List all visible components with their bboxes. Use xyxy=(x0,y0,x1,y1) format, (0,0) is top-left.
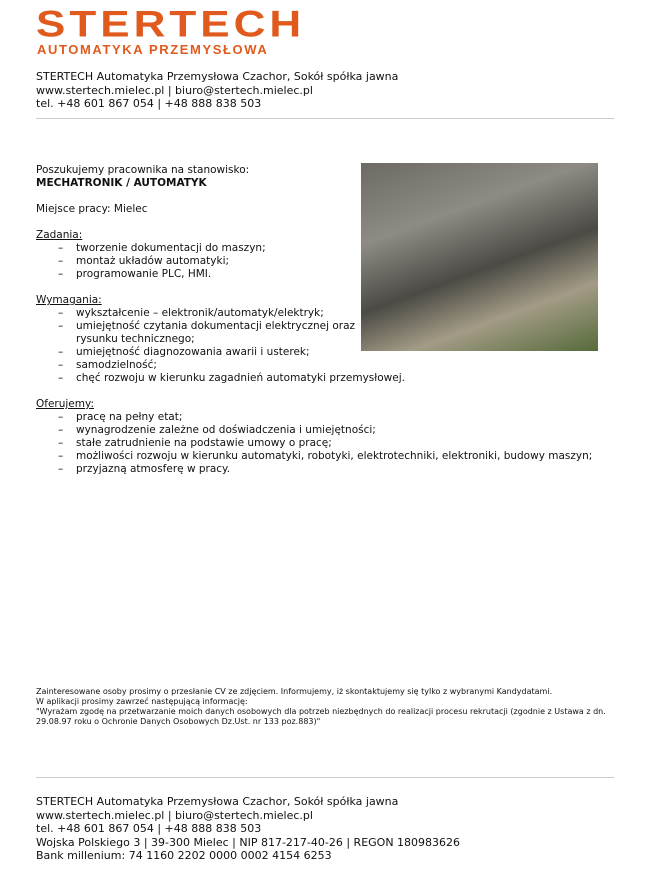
tasks-title: Zadania: xyxy=(36,229,83,241)
list-item: – programowanie PLC, HMI. xyxy=(36,268,596,281)
list-item: – pracę na pełny etat; xyxy=(36,411,596,424)
phone: tel. +48 601 867 054 | +48 888 838 503 xyxy=(36,822,262,835)
job-offer xyxy=(36,164,596,476)
list-item: – tworzenie dokumentacji do maszyn; xyxy=(36,242,596,255)
notice-line: W aplikacji prosimy zawrzeć następującą informację: xyxy=(36,697,248,706)
location: Miejsce pracy: Mielec xyxy=(36,203,148,215)
list-item: – umiejętność diagnozowania awarii i usterek; xyxy=(36,346,356,359)
position-title: MECHATRONIK / AUTOMATYK xyxy=(36,177,207,189)
web-email: www.stertech.mielec.pl | biuro@stertech.mielec.pl xyxy=(36,808,313,822)
divider xyxy=(36,118,614,119)
notice-line: Zainteresowane osoby prosimy o przesłanie CV ze zdjęciem. Informujemy, iż skontaktujemy się tylko z wybranymi Kandydatami. xyxy=(36,687,553,696)
list-item: – chęć rozwoju w kierunku zagadnień automatyki przemysłowej. xyxy=(36,372,476,385)
list-item: – montaż układów automatyki; xyxy=(36,255,596,268)
consent-clause: "Wyrażam zgodę na przetwarzanie moich danych osobowych dla potrzeb niezbędnych do realizacji procesu rekrutacji (zgodnie z Ustawa z dn. 29.08.97 roku o Ochronie Danych Osobowych Dz.Ust. nr 133 poz.883)" xyxy=(36,707,606,726)
tasks-list xyxy=(36,242,596,281)
application-notice xyxy=(36,687,606,727)
divider xyxy=(36,777,614,778)
list-item: – umiejętność czytania dokumentacji elektrycznej oraz rysunku technicznego; xyxy=(36,320,356,346)
header-contact xyxy=(36,70,398,111)
company-name: STERTECH Automatyka Przemysłowa Czachor, Sokół spółka jawna xyxy=(36,795,399,808)
list-item: – stałe zatrudnienie na podstawie umowy o pracę; xyxy=(36,437,596,450)
list-item: – samodzielność; xyxy=(36,359,356,372)
address: Wojska Polskiego 3 | 39-300 Mielec | NIP 817-217-40-26 | REGON 180983626 xyxy=(36,835,461,849)
list-item: – wynagrodzenie zależne od doświadczenia i umiejętności; xyxy=(36,424,596,437)
offer-list xyxy=(36,411,596,476)
requirements-list xyxy=(36,307,405,385)
bank-account: Bank millenium: 74 1160 2202 0000 0002 4154 6253 xyxy=(36,849,332,862)
logo-tagline: AUTOMATYKA PRZEMYSŁOWA xyxy=(37,42,269,57)
footer-contact xyxy=(36,795,460,863)
web-email: www.stertech.mielec.pl | biuro@stertech.mielec.pl xyxy=(36,83,313,97)
intro: Poszukujemy pracownika na stanowisko: xyxy=(36,164,250,176)
list-item: – wykształcenie – elektronik/automatyk/elektryk; xyxy=(36,307,356,320)
company-name: STERTECH Automatyka Przemysłowa Czachor, Sokół spółka jawna xyxy=(36,70,399,83)
offer-title: Oferujemy: xyxy=(36,398,94,410)
logo: STERTECH xyxy=(36,3,306,46)
requirements-title: Wymagania: xyxy=(36,294,102,306)
phone: tel. +48 601 867 054 | +48 888 838 503 xyxy=(36,97,262,110)
list-item: – przyjazną atmosferę w pracy. xyxy=(36,463,596,476)
list-item: – możliwości rozwoju w kierunku automatyki, robotyki, elektrotechniki, elektroniki, budowy maszyn; xyxy=(36,450,596,463)
